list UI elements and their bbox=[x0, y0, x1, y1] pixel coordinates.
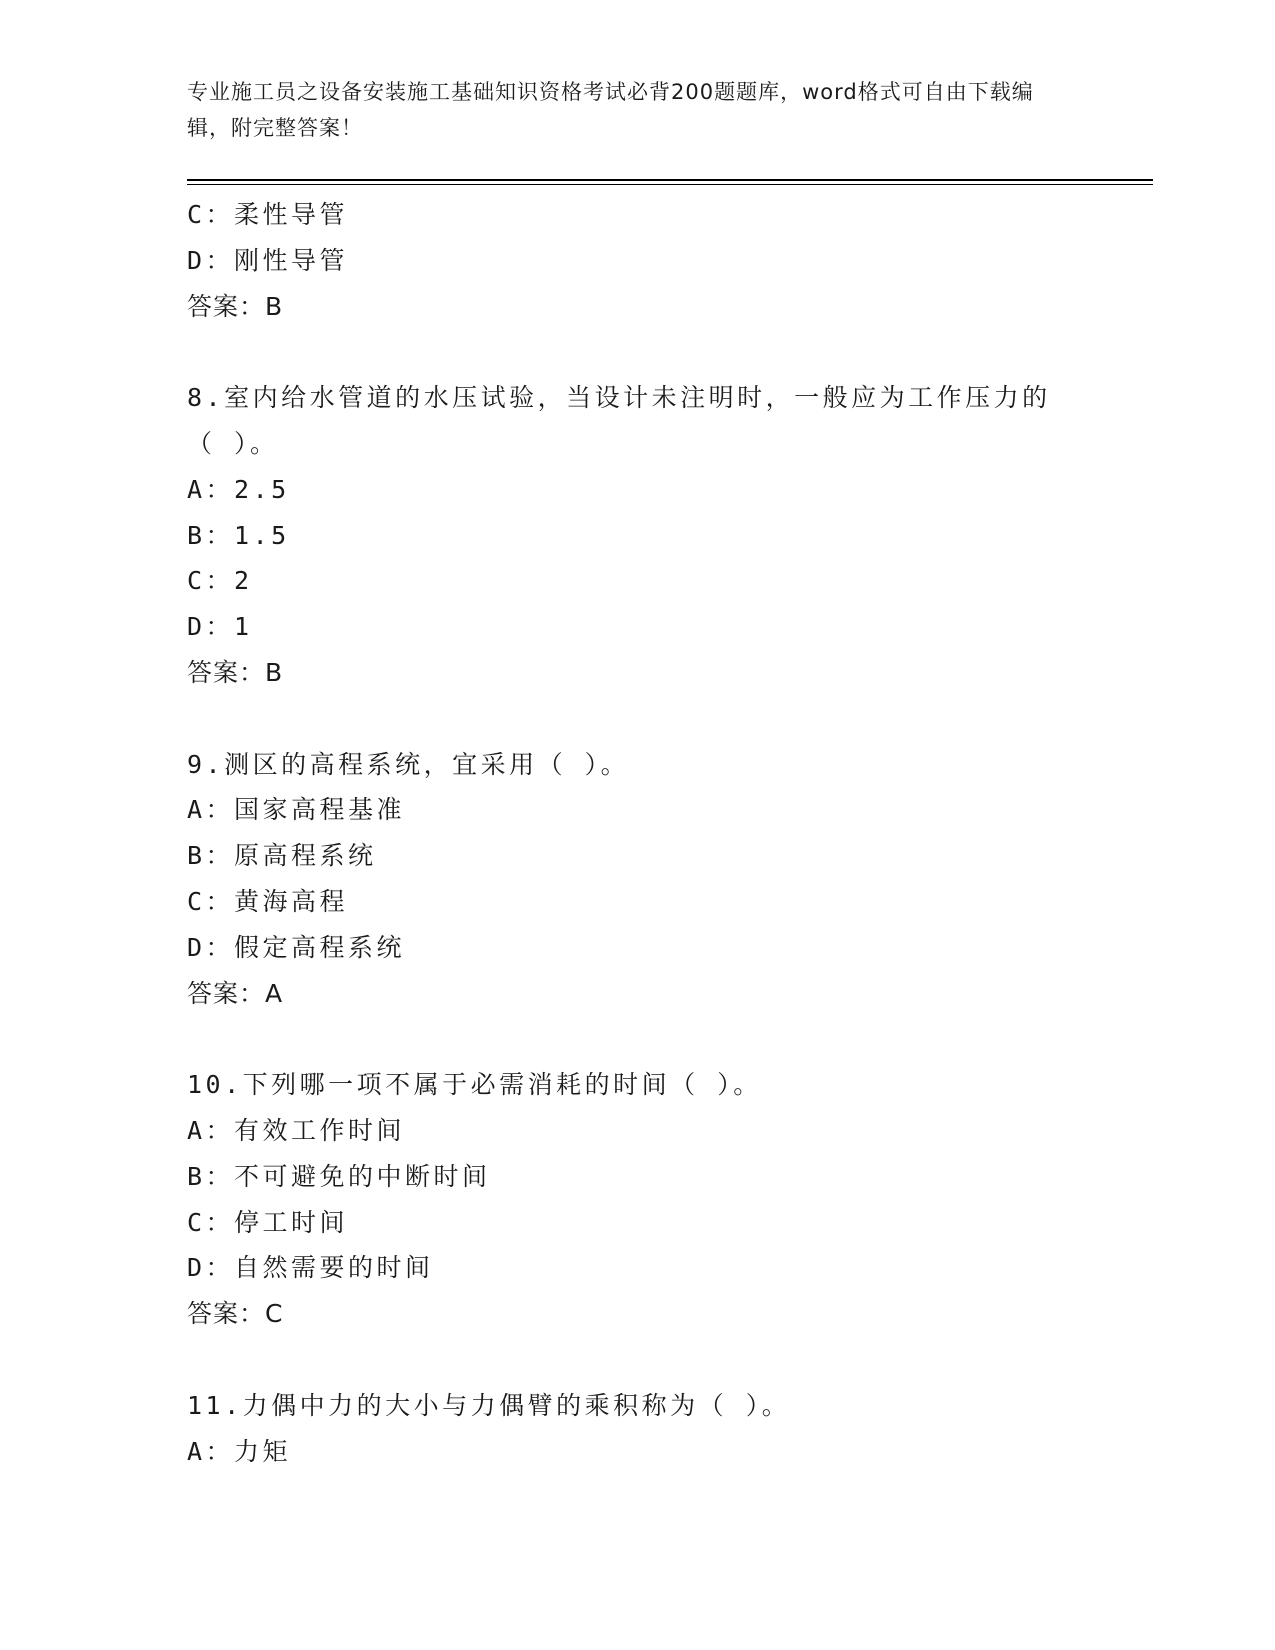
option-c: C：黄海高程 bbox=[187, 886, 349, 916]
spacer bbox=[187, 1016, 1087, 1062]
question-stem: 9.测区的高程系统，宜采用（ ）。 bbox=[187, 749, 630, 779]
option-a: A：有效工作时间 bbox=[187, 1115, 406, 1145]
question-7-fragment bbox=[187, 192, 1087, 329]
answer-line: 答案：B bbox=[187, 291, 284, 321]
spacer bbox=[187, 696, 1087, 742]
document-header-title: 专业施工员之设备安装施工基础知识资格考试必背200题题库，word格式可自由下载编辑，附完整答案！ bbox=[187, 80, 1034, 140]
option-d: D：1 bbox=[187, 612, 253, 642]
option-b: B：不可避免的中断时间 bbox=[187, 1161, 491, 1191]
option-b: B：1.5 bbox=[187, 520, 290, 550]
option-d: D：刚性导管 bbox=[187, 245, 349, 275]
answer-line: 答案：A bbox=[187, 978, 284, 1008]
question-10 bbox=[187, 1062, 1087, 1337]
question-stem-continued: （ ）。 bbox=[187, 428, 279, 458]
spacer bbox=[187, 1337, 1087, 1383]
option-d: D：假定高程系统 bbox=[187, 932, 406, 962]
option-a: A：国家高程基准 bbox=[187, 795, 406, 825]
question-stem: 8.室内给水管道的水压试验，当设计未注明时，一般应为工作压力的 bbox=[187, 383, 1051, 413]
option-c: C：柔性导管 bbox=[187, 200, 349, 229]
question-stem: 11.力偶中力的大小与力偶臂的乘积称为（ ）。 bbox=[187, 1390, 791, 1420]
option-d: D：自然需要的时间 bbox=[187, 1253, 434, 1283]
header-divider-thin bbox=[187, 184, 1153, 185]
question-stem: 10.下列哪一项不属于必需消耗的时间（ ）。 bbox=[187, 1070, 762, 1100]
question-8 bbox=[187, 375, 1087, 696]
answer-line: 答案：C bbox=[187, 1299, 284, 1329]
question-11 bbox=[187, 1383, 1087, 1475]
document-body bbox=[187, 192, 1087, 1474]
option-a: A：2.5 bbox=[187, 474, 290, 504]
header-divider-thick bbox=[187, 179, 1153, 181]
answer-line: 答案：B bbox=[187, 657, 284, 687]
question-9 bbox=[187, 742, 1087, 1017]
option-a: A：力矩 bbox=[187, 1436, 292, 1466]
option-c: C：2 bbox=[187, 566, 253, 596]
spacer bbox=[187, 329, 1087, 375]
option-c: C：停工时间 bbox=[187, 1207, 349, 1237]
option-b: B：原高程系统 bbox=[187, 841, 377, 871]
